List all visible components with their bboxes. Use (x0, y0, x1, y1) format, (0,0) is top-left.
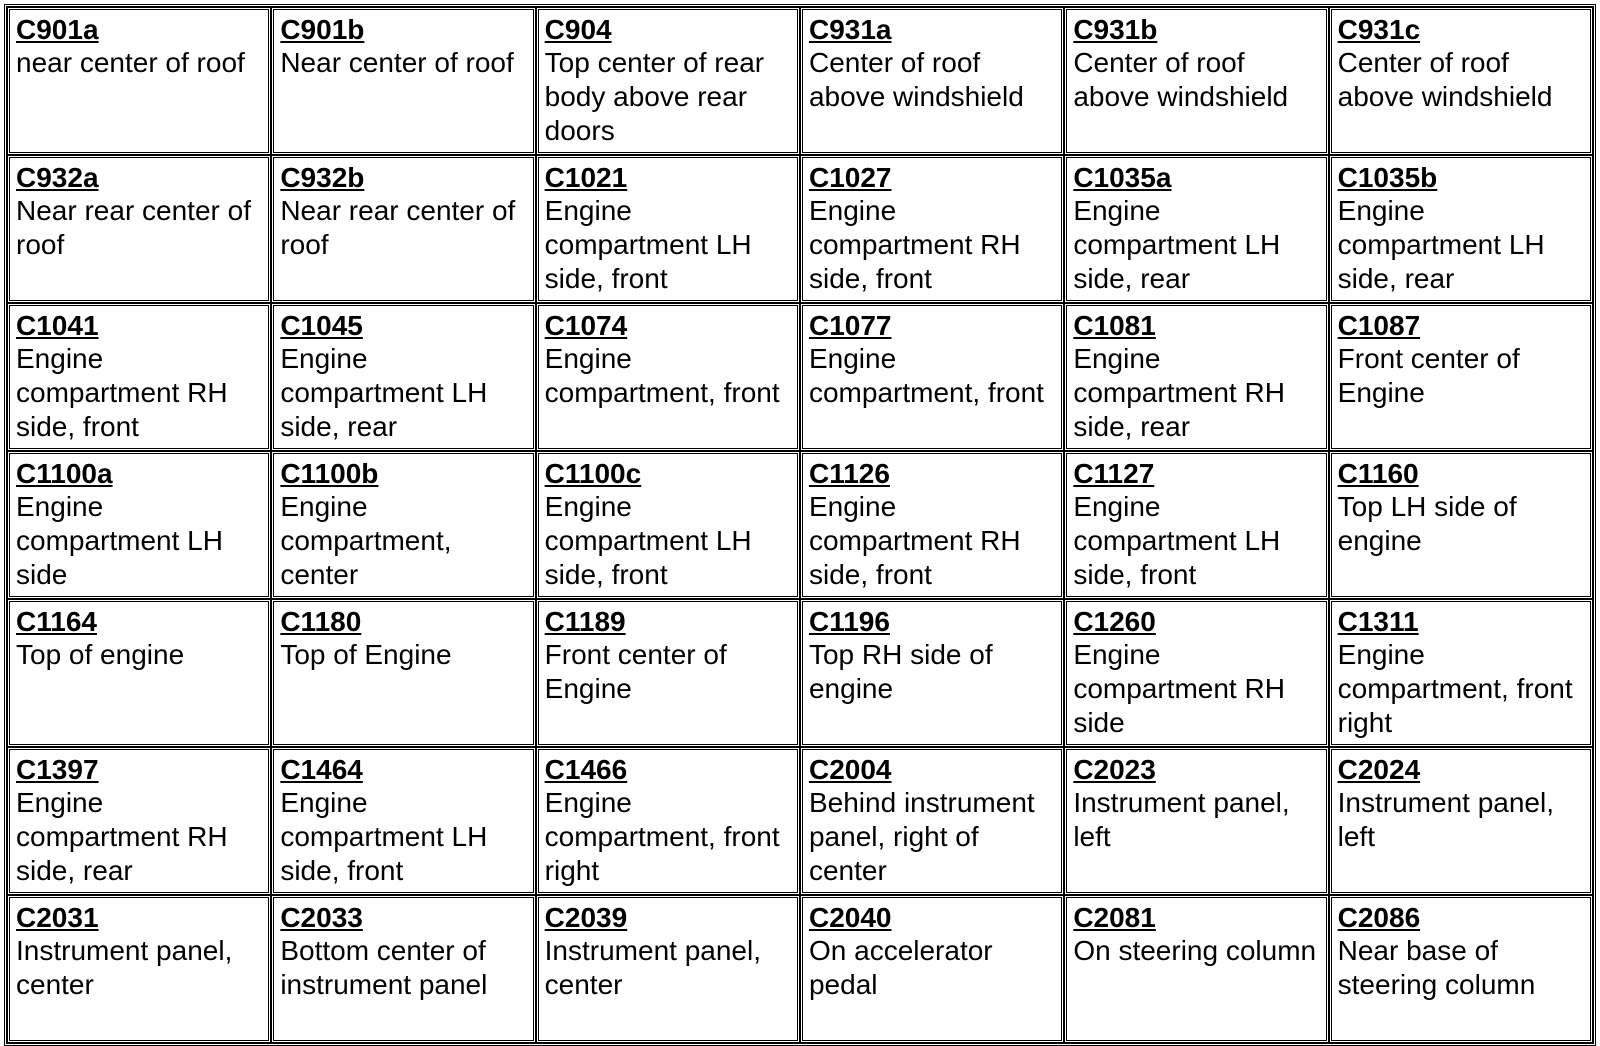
connector-location: Engine compartment RH side (1073, 639, 1285, 738)
connector-code: C932a (16, 162, 99, 193)
table-cell (271, 7, 535, 155)
connector-location: Top center of rear body above rear doors (544, 47, 765, 146)
connector-location: On accelerator pedal (808, 935, 993, 1000)
connector-location: Near rear center of roof (280, 195, 516, 260)
table-cell (1064, 451, 1328, 599)
connector-code: C1081 (1073, 310, 1156, 341)
connector-table-container (4, 4, 1596, 1000)
table-cell (271, 303, 535, 451)
table-cell (7, 451, 271, 599)
table-row (7, 451, 1593, 599)
connector-code: C1464 (280, 754, 363, 785)
table-row (7, 747, 1593, 895)
connector-location: Near rear center of roof (16, 195, 251, 260)
connector-location: Instrument panel, left (1337, 787, 1554, 852)
table-cell (1064, 747, 1328, 895)
connector-location: Engine compartment LH side, rear (280, 343, 488, 442)
connector-location: Engine compartment LH side, front (544, 491, 752, 590)
connector-code: C2031 (16, 902, 99, 933)
connector-code: C931a (808, 14, 892, 45)
table-row (7, 599, 1593, 747)
table-cell (1329, 599, 1593, 747)
connector-code: C1466 (544, 754, 628, 785)
table-cell (800, 599, 1064, 747)
connector-code: C1160 (1337, 458, 1419, 489)
table-cell (271, 155, 535, 303)
connector-code: C1027 (808, 162, 892, 193)
table-cell (7, 747, 271, 895)
connector-location: Center of roof above windshield (808, 47, 1024, 112)
connector-code: C1189 (544, 606, 626, 637)
connector-code: C1180 (280, 606, 362, 637)
connector-location: Engine compartment LH side, rear (1073, 195, 1281, 294)
table-cell (800, 303, 1064, 451)
connector-code: C2081 (1073, 902, 1156, 933)
connector-location: Instrument panel, center (16, 935, 233, 1000)
table-cell (7, 895, 271, 1043)
connector-code: C1041 (16, 310, 99, 341)
connector-code: C1100b (280, 458, 379, 489)
connector-code: C2023 (1073, 754, 1156, 785)
connector-location: Engine compartment RH side, front (808, 491, 1021, 590)
table-cell (800, 155, 1064, 303)
connector-location: Engine compartment, front (808, 343, 1044, 408)
table-row (7, 895, 1593, 1043)
table-cell (271, 895, 535, 1043)
connector-location: Engine compartment LH side, front (1073, 491, 1281, 590)
table-cell (7, 155, 271, 303)
table-cell (536, 155, 800, 303)
connector-location: Bottom center of instrument panel (280, 935, 488, 1000)
table-cell (800, 747, 1064, 895)
table-cell (536, 7, 800, 155)
connector-location: Engine compartment RH side, rear (1073, 343, 1285, 442)
table-cell (271, 451, 535, 599)
table-row (7, 303, 1593, 451)
table-cell (1329, 451, 1593, 599)
connector-code: C1087 (1337, 310, 1421, 341)
connector-code: C931b (1073, 14, 1158, 45)
connector-location: Engine compartment RH side, front (808, 195, 1021, 294)
table-cell (536, 747, 800, 895)
connector-code: C931c (1337, 14, 1421, 45)
table-cell (536, 451, 800, 599)
connector-location: Near center of roof (280, 47, 514, 78)
connector-location: Top RH side of engine (808, 639, 993, 704)
connector-code: C1077 (808, 310, 892, 341)
connector-code: C1074 (544, 310, 628, 341)
connector-code: C2024 (1337, 754, 1421, 785)
connector-code: C1100a (16, 458, 113, 489)
table-cell (1329, 303, 1593, 451)
connector-code: C2086 (1337, 902, 1421, 933)
connector-code: C1196 (808, 606, 890, 637)
connector-code: C1127 (1073, 458, 1155, 489)
connector-location: Engine compartment LH side, rear (1337, 195, 1545, 294)
table-cell (800, 895, 1064, 1043)
connector-code: C901b (280, 14, 365, 45)
table-cell (1064, 7, 1328, 155)
table-cell (536, 303, 800, 451)
connector-code: C1311 (1337, 606, 1419, 637)
connector-location: Behind instrument panel, right of center (808, 787, 1035, 886)
connector-location: On steering column (1073, 935, 1317, 966)
table-cell (536, 895, 800, 1043)
connector-location: Engine compartment RH side, rear (16, 787, 228, 886)
table-cell (1329, 7, 1593, 155)
connector-code: C1260 (1073, 606, 1156, 637)
table-cell (1329, 895, 1593, 1043)
connector-location: Near base of steering column (1337, 935, 1536, 1000)
connector-location: Engine compartment LH side, front (280, 787, 488, 886)
connector-code: C1164 (16, 606, 97, 637)
connector-location: Instrument panel, center (544, 935, 761, 1000)
table-row (7, 155, 1593, 303)
connector-location: Engine compartment, front right (544, 787, 780, 886)
connector-location: Engine compartment, front (544, 343, 780, 408)
connector-location: Front center of Engine (1337, 343, 1520, 408)
table-cell (7, 303, 271, 451)
connector-location: Engine compartment RH side, front (16, 343, 228, 442)
table-cell (1064, 599, 1328, 747)
connector-location: Center of roof above windshield (1073, 47, 1289, 112)
connector-location: Instrument panel, left (1073, 787, 1290, 852)
connector-code: C2033 (280, 902, 363, 933)
table-cell (1064, 895, 1328, 1043)
connector-location: Top LH side of engine (1337, 491, 1517, 556)
connector-location: Top of engine (16, 639, 185, 670)
table-cell (271, 747, 535, 895)
connector-location: Engine compartment, center (280, 491, 452, 590)
table-cell (1064, 155, 1328, 303)
table-cell (536, 599, 800, 747)
connector-code: C1035b (1337, 162, 1438, 193)
table-cell (7, 7, 271, 155)
connector-code: C1100c (544, 458, 642, 489)
connector-code: C1397 (16, 754, 99, 785)
connector-code: C2039 (544, 902, 628, 933)
connector-code: C1035a (1073, 162, 1172, 193)
table-body (7, 7, 1593, 1043)
connector-code: C1126 (808, 458, 890, 489)
connector-location: Engine compartment, front right (1337, 639, 1573, 738)
table-cell (7, 599, 271, 747)
connector-code: C904 (544, 14, 612, 45)
table-cell (800, 451, 1064, 599)
connector-code: C2040 (808, 902, 892, 933)
connector-location-table (4, 4, 1596, 1046)
connector-location: Top of Engine (280, 639, 452, 670)
connector-location: Front center of Engine (544, 639, 727, 704)
table-row (7, 7, 1593, 155)
connector-code: C1045 (280, 310, 363, 341)
connector-code: C2004 (808, 754, 892, 785)
table-cell (1329, 155, 1593, 303)
connector-code: C1021 (544, 162, 628, 193)
table-cell (1064, 303, 1328, 451)
table-cell (271, 599, 535, 747)
connector-location: Center of roof above windshield (1337, 47, 1553, 112)
table-cell (800, 7, 1064, 155)
table-cell (1329, 747, 1593, 895)
connector-location: Engine compartment LH side (16, 491, 223, 590)
connector-code: C932b (280, 162, 365, 193)
connector-location: Engine compartment LH side, front (544, 195, 752, 294)
connector-code: C901a (16, 14, 99, 45)
connector-location: near center of roof (16, 47, 245, 78)
